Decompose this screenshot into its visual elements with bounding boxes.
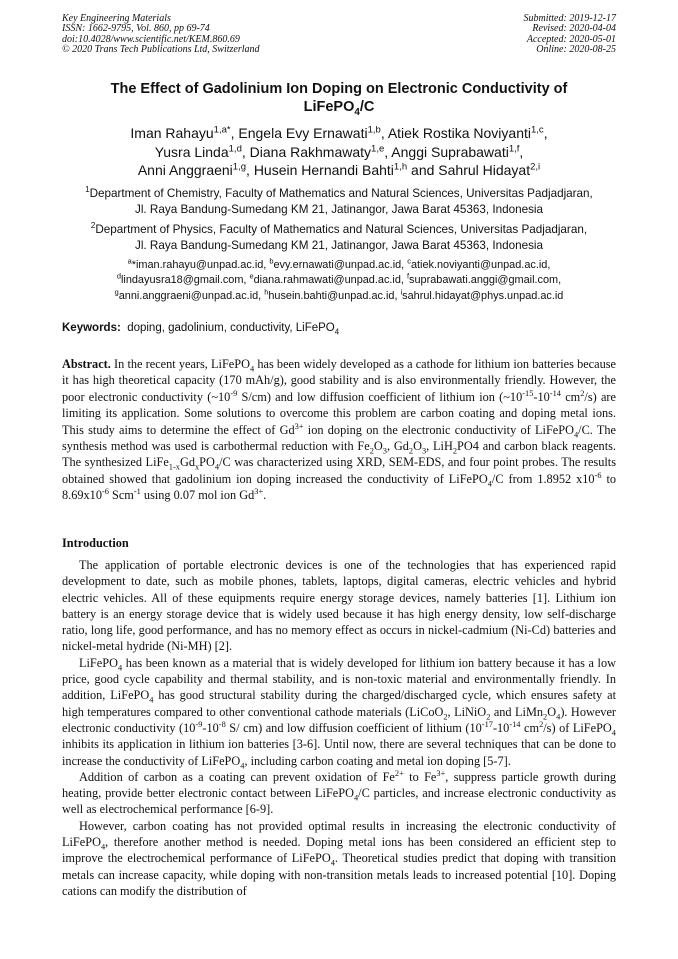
email-mark: i xyxy=(400,287,403,297)
author-separator: , xyxy=(380,125,388,141)
text-run: /s) of LiFePO xyxy=(543,720,612,735)
body-paragraph xyxy=(62,769,616,818)
paper-title xyxy=(62,80,616,116)
email-line-1 xyxy=(62,258,616,273)
superscript: 2+ xyxy=(394,768,404,778)
subscript: 3 xyxy=(421,446,427,456)
affiliation-address: Jl. Raya Bandung-Sumedang KM 21, Jatinangor, Jawa Barat 45363, Indonesia xyxy=(134,202,544,216)
text-run: , suppress particle growth during heating, provide better electronic contact between LiFePO xyxy=(62,769,616,801)
author-affil-mark: 1,a* xyxy=(213,124,231,136)
keywords-label: Keywords: xyxy=(62,322,121,334)
body-paragraph xyxy=(62,557,616,655)
abstract-body xyxy=(62,357,616,502)
author-separator: , xyxy=(543,125,548,141)
subscript: 4 xyxy=(250,364,255,374)
author-name: Yusra Linda xyxy=(154,143,229,160)
superscript: 3+ xyxy=(254,487,264,497)
email-link[interactable]: sahrul.hidayat@phys.unpad.ac.id xyxy=(402,289,564,302)
author-name: Diana Rakhmawaty xyxy=(249,143,372,160)
superscript: 2 xyxy=(580,388,585,398)
text-run: The application of portable electronic devices is one of the technologies that has experienced rapid development to date, such as mobile phones, tablets, laptops, digital cameras, electric vehicles and hybrid electric vehicles. All of these equipments require energy storage devices, namely batteries [1]. Lithium ion battery is an energy storage device that is widely used because it has high energy density, low self-discharge ratio, long life, good performance, and has no memory effect as occurs in nickel-cadmium (Ni-Cd) batteries and nickel-metal hydride (Ni-MH) [2]. xyxy=(62,558,616,654)
email-link[interactable]: diana.rahmawati@unpad.ac.id, xyxy=(253,274,407,287)
text-run: . xyxy=(263,488,267,503)
email-mark: a xyxy=(127,256,132,266)
email-line-2 xyxy=(62,273,616,288)
author-affil-mark: 2,i xyxy=(530,161,541,173)
body-paragraph xyxy=(62,818,616,899)
text-run: Gd xyxy=(179,455,195,470)
text-run: , Gd xyxy=(386,439,409,454)
text-run: However, carbon coating has not provided optimal results in increasing the electronic conductivity of LiFePO xyxy=(62,818,616,850)
subscript: 2 xyxy=(452,446,458,456)
text-run: /C. The synthesis method was used is carbothermal reduction with Fe xyxy=(62,422,617,454)
author-separator: , xyxy=(384,143,392,160)
superscript: 2 xyxy=(539,719,544,729)
email-mark: g xyxy=(114,287,119,297)
abstract-label: Abstract. xyxy=(62,357,111,371)
text-run: O xyxy=(373,439,383,454)
email-mark: f xyxy=(406,271,410,281)
affiliation-line xyxy=(62,186,616,202)
superscript: 3+ xyxy=(294,421,304,431)
author-name: Sahrul Hidayat xyxy=(438,162,531,178)
author-line-3 xyxy=(62,161,616,180)
author-affil-mark: 1,e xyxy=(371,142,385,154)
abstract xyxy=(62,356,616,504)
author-affil-mark: 1,h xyxy=(393,161,408,173)
text-run: has been known as a material that is widely developed for lithium ion battery because it has a low price, good cycle capability and thermal stability, and is non-toxic material and environmentally friendly. In addition, LiFePO xyxy=(62,655,616,703)
date-online: Online: 2020-08-25 xyxy=(536,44,616,56)
keywords-text: doping, gadolinium, conductivity, LiFePO xyxy=(127,322,335,334)
text-run: /C from 1.8952 x10 xyxy=(491,471,595,486)
text-run: to 8.69x10 xyxy=(62,471,617,503)
superscript: -9 xyxy=(195,719,203,729)
author-name: Anni Anggraeni xyxy=(137,162,233,178)
author-name: Anggi Suprabawati xyxy=(391,143,509,160)
section-heading-introduction: Introduction xyxy=(62,536,129,550)
text-run: Addition of carbon as a coating can prevent oxidation of Fe xyxy=(79,769,395,784)
text-run: -10 xyxy=(202,720,219,735)
title-line-1: The Effect of Gadolinium Ion Doping on Electronic Conductivity of xyxy=(110,81,568,97)
text-run: In the recent years, LiFePO xyxy=(110,357,250,371)
superscript: -14 xyxy=(549,388,561,398)
text-run: PO4 and carbon black reagents. The synthesized LiFe xyxy=(62,439,616,470)
text-run: O xyxy=(547,704,557,719)
superscript: -8 xyxy=(218,719,226,729)
body-paragraph xyxy=(62,655,616,769)
subscript: 2 xyxy=(369,446,374,456)
text-run: /s) are limiting its application. Some solutions to overcome this problem are carbon coating and doping metal ions. This study aims to determine the effect of Gd xyxy=(62,389,616,437)
email-link[interactable]: lindayusra18@gmail.com, xyxy=(120,274,250,287)
text-run: cm xyxy=(560,389,581,404)
author-separator: , xyxy=(519,143,524,160)
text-run: S/ cm) and low diffusion coefficient of lithium (10 xyxy=(225,720,482,735)
keywords-subscript: 4 xyxy=(334,327,340,337)
text-run: , LiH xyxy=(426,439,453,454)
date-revised: Revised: 2020-04-04 xyxy=(532,23,616,35)
author-separator: , xyxy=(230,125,239,141)
subscript: 4 xyxy=(611,728,616,738)
affiliation-2 xyxy=(62,222,616,253)
superscript: 3+ xyxy=(436,768,446,778)
text-run: LiFePO xyxy=(79,655,118,670)
email-mark: b xyxy=(269,256,274,266)
subscript: 4 xyxy=(353,793,359,803)
author-affil-mark: 1,d xyxy=(228,142,242,154)
author-affil-mark: 1,c xyxy=(531,124,544,136)
title-formula-subscript: 4 xyxy=(354,106,360,118)
keywords xyxy=(62,321,616,336)
text-run: PO xyxy=(199,455,215,470)
text-run: /C particles, and increase electronic conductivity as well as electrochemical performance [6-9]. xyxy=(62,786,616,817)
title-line-2 xyxy=(62,98,616,116)
author-affil-mark: 1,b xyxy=(367,124,381,136)
affiliation-text: Department of Chemistry, Faculty of Mathematics and Natural Sciences, Universitas Padjadjaran, xyxy=(89,187,593,200)
text-run: /C was characterized using XRD, SEM-EDS, and four point probes. The results obtained showed that gadolinium ion doping increased the conductivity of LiFePO xyxy=(62,455,616,486)
email-link[interactable]: evy.ernawati@unpad.ac.id, xyxy=(273,259,408,271)
text-run: , including carbon coating and metal ion doping [5-7]. xyxy=(244,753,511,768)
author-list xyxy=(62,124,616,180)
superscript: -6 xyxy=(594,470,602,480)
introduction-body xyxy=(62,557,616,899)
author-emails xyxy=(62,258,616,304)
text-run: , therefore another method is needed. Doping metal ions has been considered an efficient step to improve the electrochemical performance of LiFePO xyxy=(62,835,616,866)
subscript: 2 xyxy=(543,712,548,722)
subscript: 1-x xyxy=(168,462,180,472)
text-run: has been widely developed as a cathode for lithium ion batteries because it has high theoretical capacity (170 mAh/g), good stability and is also environmentally friendly. However, the poor electronic conductivity (~10 xyxy=(62,357,616,404)
title-formula: LiFePO xyxy=(303,99,355,115)
text-run: -10 xyxy=(492,720,510,735)
email-mark: e xyxy=(249,271,254,281)
journal-issn: ISSN: 1662-9795, Vol. 860, pp 69-74 xyxy=(62,23,210,35)
email-link[interactable]: *iman.rahayu@unpad.ac.id, xyxy=(131,259,270,271)
author-separator: , xyxy=(241,143,250,160)
superscript: -9 xyxy=(230,388,238,398)
text-run: ion doping on the electronic conductivity of LiFePO xyxy=(303,422,574,437)
email-mark: d xyxy=(116,271,121,281)
affiliation-1 xyxy=(62,186,616,217)
superscript: -6 xyxy=(101,487,109,497)
affiliation-number: 1 xyxy=(85,185,90,195)
title-formula-suffix: /C xyxy=(359,99,375,115)
journal-name: Key Engineering Materials xyxy=(62,13,171,24)
superscript: -15 xyxy=(522,388,534,398)
text-run: -10 xyxy=(533,389,550,404)
text-run: cm xyxy=(520,720,540,735)
subscript: 4 xyxy=(330,858,335,868)
text-run: inhibits its application in lithium ion batteries [3-6]. Until now, there are several techniques that can be done to increase the conductivity of LiFePO xyxy=(62,737,616,768)
email-link[interactable]: anni.anggraeni@unpad.ac.id, xyxy=(118,289,265,302)
author-separator: and xyxy=(407,162,439,178)
email-line-3 xyxy=(62,289,616,304)
text-run: to Fe xyxy=(403,769,437,784)
text-run: S/cm) and low diffusion coefficient of lithium ion (~10 xyxy=(237,389,523,404)
subscript: 3 xyxy=(382,446,387,456)
subscript: 4 xyxy=(117,663,123,673)
author-name: Atiek Rostika Noviyanti xyxy=(387,125,531,141)
author-affil-mark: 1,f xyxy=(508,142,520,154)
email-link[interactable]: husein.bahti@unpad.ac.id, xyxy=(268,289,401,302)
email-link[interactable]: suprabawati.anggi@gmail.com, xyxy=(409,274,562,287)
subscript: x xyxy=(194,462,200,472)
author-name: Husein Hernandi Bahti xyxy=(253,162,394,178)
email-mark: c xyxy=(407,256,411,266)
superscript: -14 xyxy=(509,719,521,729)
subscript: 4 xyxy=(100,842,106,852)
submission-dates xyxy=(524,14,617,56)
affiliation-address: Jl. Raya Bandung-Sumedang KM 21, Jatinangor, Jawa Barat 45363, Indonesia xyxy=(134,238,544,252)
email-link[interactable]: atiek.noviyanti@unpad.ac.id, xyxy=(410,259,551,271)
subscript: 4 xyxy=(573,430,579,440)
subscript: 4 xyxy=(149,695,154,705)
date-submitted: Submitted: 2019-12-17 xyxy=(523,13,616,24)
author-line-1 xyxy=(62,124,616,143)
subscript: 2 xyxy=(486,712,491,722)
text-run: and LiMn xyxy=(490,704,544,719)
journal-copyright: © 2020 Trans Tech Publications Ltd, Switzerland xyxy=(62,44,260,56)
subscript: 4 xyxy=(487,479,492,489)
superscript: -1 xyxy=(133,487,141,497)
superscript: -17 xyxy=(481,719,493,729)
text-run: , LiNiO xyxy=(447,704,487,719)
journal-header xyxy=(62,14,260,56)
text-run: O xyxy=(413,439,422,454)
text-run: using 0.07 mol ion Gd xyxy=(140,488,255,503)
author-line-2 xyxy=(62,143,616,162)
affiliation-line xyxy=(62,222,616,238)
subscript: 4 xyxy=(214,462,220,472)
subscript: 4 xyxy=(556,712,561,722)
affiliation-text: Department of Physics, Faculty of Mathematics and Natural Sciences, Universitas Padjadjaran, xyxy=(95,223,588,236)
text-run: . Theoretical studies predict that doping with transition metals can increase capacity, while doping with non-transition metals leads to increased potential [10]. Doping cations can modify the distribution of xyxy=(62,851,616,898)
journal-doi[interactable]: doi:10.4028/www.scientific.net/KEM.860.69 xyxy=(62,33,240,45)
author-name: Engela Evy Ernawati xyxy=(238,125,368,141)
email-mark: h xyxy=(264,287,269,297)
affiliation-number: 2 xyxy=(90,221,96,231)
date-accepted: Accepted: 2020-05-01 xyxy=(526,33,616,45)
text-run: has good structural stability during the charged/discharged cycle, which ensures safety at high temperatures compared to other conventional cathode materials (LiCoO xyxy=(62,688,616,719)
subscript: 4 xyxy=(240,761,245,771)
author-name: Iman Rahayu xyxy=(130,125,214,141)
author-separator: , xyxy=(246,162,254,178)
subscript: 2 xyxy=(408,446,414,456)
subscript: 2 xyxy=(443,712,448,722)
author-affil-mark: 1,g xyxy=(232,161,247,173)
text-run: ). However electronic conductivity (10 xyxy=(62,704,617,735)
text-run: Scm xyxy=(108,488,134,503)
